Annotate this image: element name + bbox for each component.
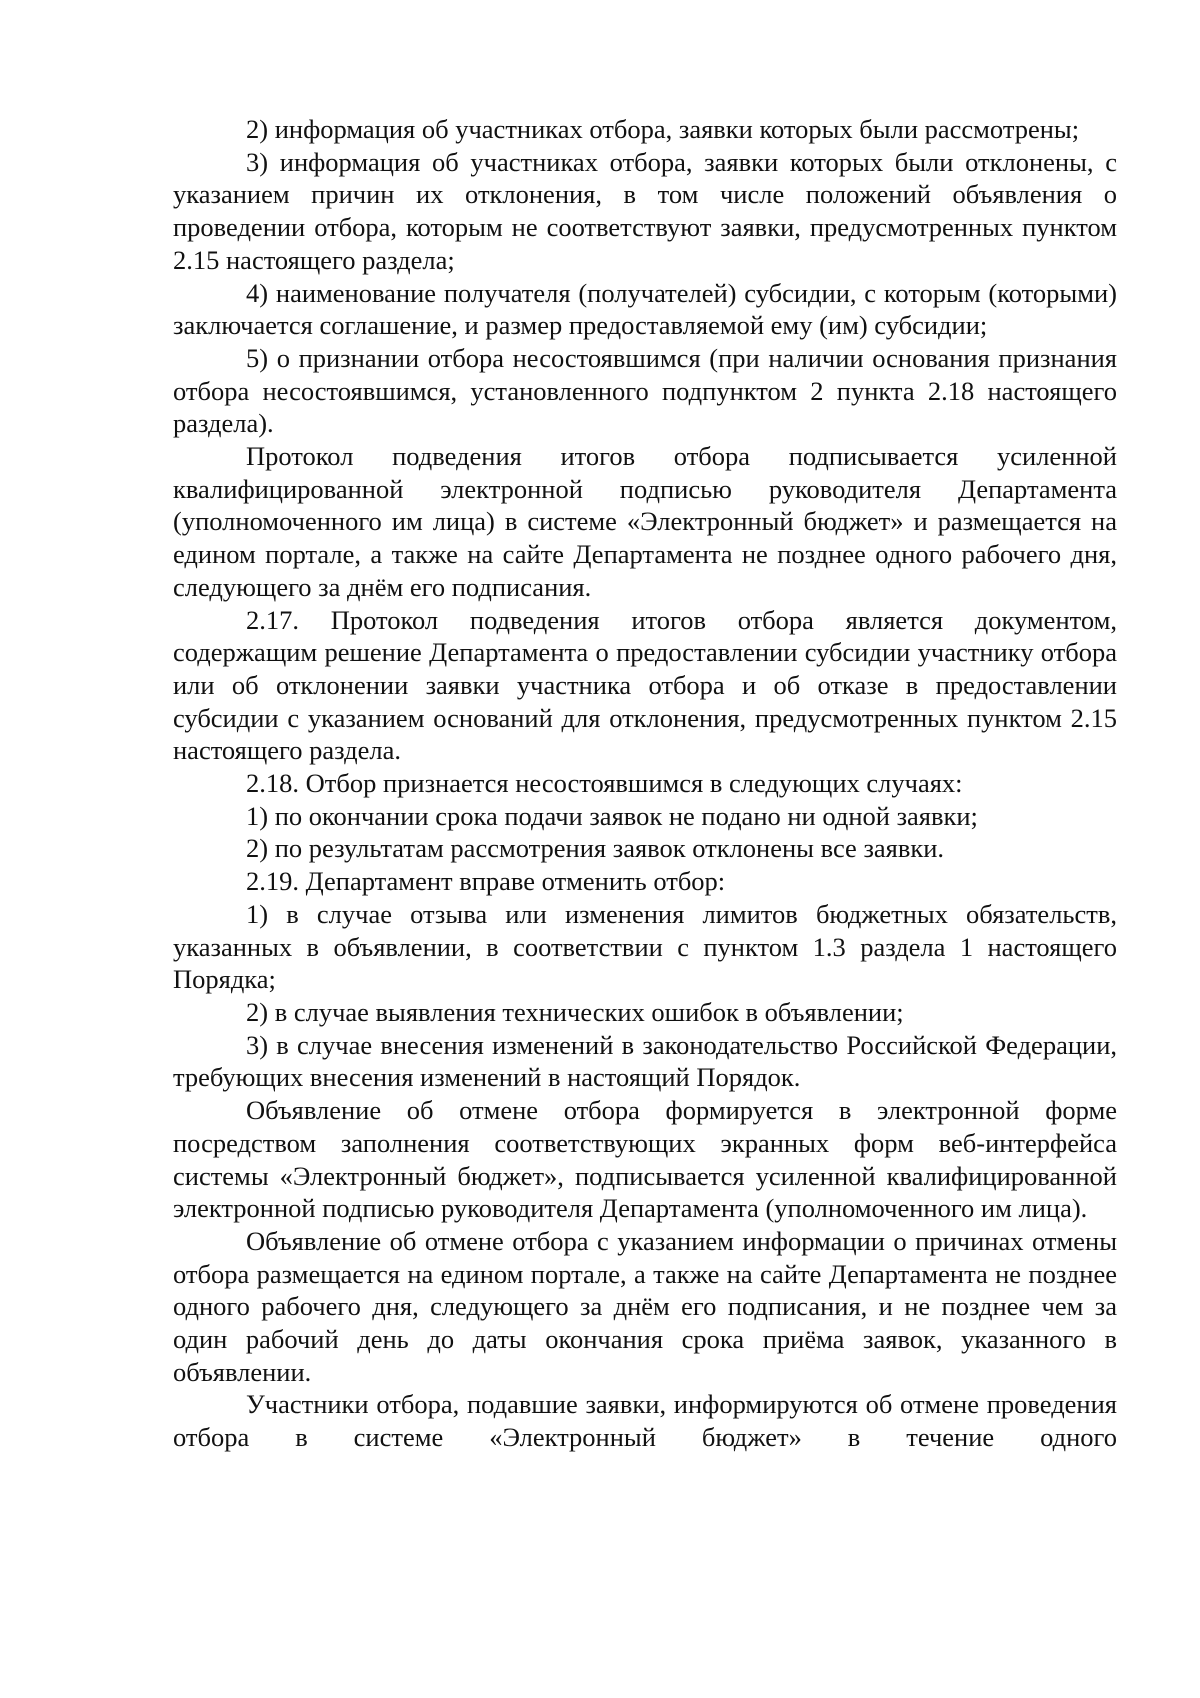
paragraph-2-19: 2.19. Департамент вправе отменить отбор: xyxy=(246,866,726,897)
paragraph-item-4-recipient: 4) наименование получателя (получателей) субсидии, с которым (которыми) заключается соглашение, и размер предоставляемой ему (им) субсидии; xyxy=(173,277,1117,341)
paragraph-protocol-signing: Протокол подведения итогов отбора подписывается усиленной квалифицированной электронной подписью руководителя Департамента (уполномоченного им лица) в системе «Электронный бюджет» и размещается на едином портале, а также на сайте Департамента не позднее одного рабочего дня, следующего за днём его подписания. xyxy=(173,441,1117,602)
paragraph-2-18: 2.18. Отбор признается несостоявшимся в следующих случаях: xyxy=(246,768,963,799)
paragraph-2-19-item-3: 3) в случае внесения изменений в законодательство Российской Федерации, требующих внесения изменений в настоящий Порядок. xyxy=(173,1029,1117,1093)
paragraph-2-19-item-1: 1) в случае отзыва или изменения лимитов бюджетных обязательств, указанных в объявлении, в соответствии с пунктом 1.3 раздела 1 настоящего Порядка; xyxy=(173,898,1117,995)
document-body xyxy=(173,113,1117,1454)
paragraph-2-18-item-1: 1) по окончании срока подачи заявок не подано ни одной заявки; xyxy=(246,800,978,831)
paragraph-item-3-rejected: 3) информация об участниках отбора, заявки которых были отклонены, с указанием причин их отклонения, в том числе положений объявления о проведении отбора, которым не соответствуют заявки, предусмотренных пунктом 2.15 настоящего раздела; xyxy=(173,146,1117,275)
paragraph-2-17: 2.17. Протокол подведения итогов отбора является документом, содержащим решение Департамента о предоставлении субсидии участнику отбора или об отклонении заявки участника отбора и об отказе в предоставлении субсидии с указанием оснований для отклонения, предусмотренных пунктом 2.15 настоящего раздела. xyxy=(173,604,1117,766)
paragraph-participants-informed: Участники отбора, подавшие заявки, информируются об отмене проведения отбора в системе «Электронный бюджет» в течение одного xyxy=(173,1389,1117,1453)
paragraph-item-2-reviewed: 2) информация об участниках отбора, заявки которых были рассмотрены; xyxy=(246,114,1080,144)
paragraph-2-19-item-2: 2) в случае выявления технических ошибок в объявлении; xyxy=(246,996,904,1027)
paragraph-item-5-failed-selection: 5) о признании отбора несостоявшимся (при наличии основания признания отбора несостоявшимся, установленного подпунктом 2 пункта 2.18 настоящего раздела). xyxy=(173,342,1117,439)
paragraph-cancel-notice-form: Объявление об отмене отбора формируется в электронной форме посредством заполнения соответствующих экранных форм веб-интерфейса системы «Электронный бюджет», подписывается усиленной квалифицированной электронной подписью руководителя Департамента (уполномоченного им лица). xyxy=(173,1095,1117,1224)
paragraph-cancel-notice-publication: Объявление об отмене отбора с указанием информации о причинах отмены отбора размещается на едином портале, а также на сайте Департамента не позднее одного рабочего дня, следующего за днём его подписания, и не позднее чем за один рабочий день до даты окончания срока приёма заявок, указанного в объявлении. xyxy=(173,1225,1117,1387)
paragraph-2-18-item-2: 2) по результатам рассмотрения заявок отклонены все заявки. xyxy=(246,833,945,864)
